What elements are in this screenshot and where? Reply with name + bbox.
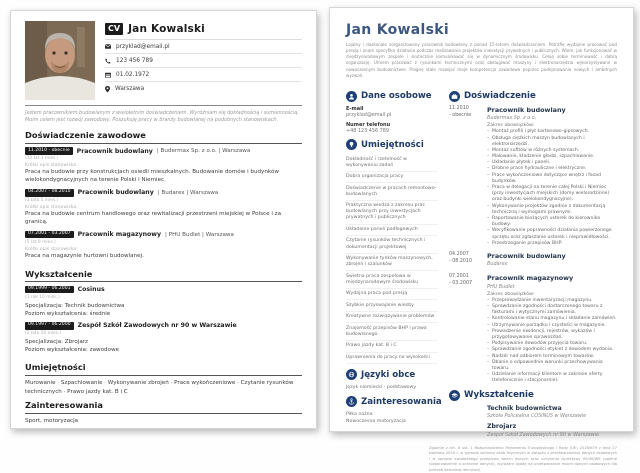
duty-item: – Weryfikowanie poprawności działania powierzonego sprzętu oraz zgłaszanie usterek i nieprawidłowości. (487, 228, 617, 240)
briefcase-icon (449, 91, 460, 102)
job-duration: (3 lata 5 mies.) (25, 198, 59, 204)
job-desc-label: Krótki opis stanowiska: (25, 163, 78, 169)
experience-entry (25, 147, 302, 185)
section-title: Wykształcenie (464, 390, 534, 401)
summary-text: Jestem pracownikiem budowlanym z wieloletnim doświadczeniem. Wyróżniam się dokładnością i sumiennością. Moim celem jest rozwój zawodowy. Poszukuję pracy w branży budowlanej na podobnych stanowiskach. (25, 110, 299, 124)
education-specialization: Specjalizacja: Zbrojarz (25, 339, 88, 346)
job-meta: | PHU Budlet | Warszawa (165, 231, 234, 238)
anchor-icon (346, 396, 357, 407)
duty-item: – Praca w delegacji na terenie całej Polski i Niemiec (przy inwestycjach miejskich (domy wielorodzinne) oraz budynki wielokondygnacyjne). (487, 185, 617, 204)
sidebar-column (346, 86, 442, 473)
date-from: 04.2007 (449, 251, 469, 257)
graduation-cap-icon (449, 390, 460, 401)
job-title: Pracownik budowlany (76, 147, 153, 155)
education-specialization: Specjalizacja: Technik budownictwa (25, 302, 125, 309)
section-header-experience (449, 91, 617, 102)
date-badge: 07.2001 - 03.2007 (25, 231, 74, 239)
duties-list (487, 129, 617, 247)
section-title-skills: Umiejętności (25, 358, 302, 376)
education-title: Zbrojarz (487, 423, 517, 431)
school-name: Cosinus (77, 285, 105, 293)
contact-birthdate-row (105, 68, 302, 82)
education-level: Poziom wykształcenia: średnie (25, 310, 111, 317)
user-icon (346, 91, 357, 102)
duty-item: – Udzielanie informacji klientom w zakresie oferty (telefonicznie i stacjonarnie). (487, 372, 617, 384)
skill-item: Dobra organizacja pracy (346, 172, 438, 183)
education-entry (487, 405, 617, 420)
language-item: Język niemiecki - podstawowy (346, 385, 417, 390)
skill-item: Wydajna praca pod presją (346, 289, 438, 300)
header-classic (25, 21, 302, 106)
interest-item: Piłka nożna (346, 412, 373, 418)
education-school: Zespół Szkół Zawodowych nr 90 w Warszawie (487, 431, 600, 438)
duty-item: – Podpisywanie dowodów przyjęcia towaru. (487, 341, 617, 347)
lightbulb-icon (346, 139, 357, 150)
location-pin-icon (105, 86, 110, 93)
duty-item: – Nadzór nad odbiorem terminowym towarów. (487, 354, 617, 360)
interests-text: Sport, motoryzacja (25, 418, 79, 425)
date-from: 11.2010 (449, 105, 469, 111)
skill-item: Świetna praca zespołowa w międzynarodowym środowisku (346, 271, 438, 289)
contact-phone-row (105, 54, 302, 68)
job-duration: (12 lat 3 mies.) (25, 156, 59, 162)
duty-item: – Wykonywanie projektów zgodnie z dokumentacją techniczną i wymogami prawnymi. (487, 204, 617, 216)
date-badge: 09.1999 - 06.2001 (25, 286, 74, 294)
duty-item: – Malowanie, kładzenie gładzi, szpachlowanie. (487, 154, 617, 160)
education-title: Technik budownictwa (487, 404, 562, 412)
job-company: Budarex (487, 261, 508, 268)
envelope-icon (105, 44, 111, 49)
email-value: przyklad@email.pl (116, 43, 170, 50)
duty-item: – Prace wykończeniowe dotyczące wnętrz i fasad budynków. (487, 173, 617, 185)
skill-item: Układanie paneli podłogowych (346, 225, 438, 236)
job-company: PHU Budlet (487, 283, 515, 290)
candidate-name: Jan Kowalski (346, 22, 449, 38)
job-desc-label: Krótki opis stanowiska: (25, 205, 78, 211)
experience-entry (449, 106, 617, 247)
job-dates (449, 106, 482, 247)
job-title: Pracownik magazynowy (77, 231, 162, 239)
duty-item: – Przestrzeganie przepisów BHP. (487, 241, 617, 247)
section-title: Zainteresowania (361, 396, 442, 407)
duty-item: – Drobne prace hydrauliczne i elektryczne. (487, 166, 617, 172)
date-to: - obecnie (449, 112, 472, 118)
section-header-interests (346, 396, 442, 407)
section-header-languages (346, 369, 438, 380)
section-title: Umiejętności (361, 139, 424, 150)
duty-item: – Układanie płytek i paneli. (487, 160, 617, 166)
field-label: Numer telefonu (346, 121, 391, 128)
job-description: Praca na magazynie hurtowni budowlanej. (25, 252, 144, 259)
skill-item: Wykonywanie tynków maszynowych, zbrojeń i szalunków (346, 254, 438, 272)
calendar-icon (105, 72, 111, 78)
education-entry (25, 286, 302, 318)
cv-template-modern-page[interactable] (329, 7, 634, 472)
date-badge: 04.2007 - 08.2010 (25, 189, 74, 197)
duty-item: – Obsługa ciężkich maszyn budowlanych i elektronarzędzi. (487, 136, 617, 148)
section-title-experience: Doświadczenie zawodowe (25, 126, 302, 144)
job-duration: (5 lat 9 mies.) (25, 239, 56, 245)
profile-photo (25, 21, 95, 100)
skill-item: Kreatywne rozwiązywanie problemów (346, 312, 438, 323)
cv-logo-badge: CV (105, 23, 123, 35)
duties-label: Zakres obowiązków: (487, 123, 535, 129)
duty-item: – Dbanie o odpowiednie warunki przechowywania towaru. (487, 360, 617, 372)
skill-item: Znajomość przepisów BHP i prawa budowlanego (346, 323, 438, 341)
job-meta: | Budarex | Warszawa (157, 189, 219, 196)
section-title: Dane osobowe (361, 91, 432, 102)
personal-field (346, 106, 438, 119)
section-title-education: Wykształcenie (25, 265, 302, 283)
section-title: Języki obce (361, 369, 416, 380)
duty-item: – Raportowanie bieżących usterek do kierownika budowy. (487, 216, 617, 228)
duties-label: Zakres obowiązków: (487, 291, 535, 297)
duty-item: – Kontrolowanie stanu magazynu i składanie zamówień. (487, 316, 617, 322)
field-value: przyklad@email.pl (346, 112, 392, 119)
phone-value: 123 456 789 (116, 57, 153, 64)
job-title: Pracownik magazynowy (487, 274, 574, 283)
job-title: Pracownik budowlany (77, 189, 154, 197)
date-badge: 11.2010 - obecnie (25, 147, 73, 155)
duty-item: – Sprawdzanie zgodności dostarczonego towaru z fakturami i wytycznymi zamówienia. (487, 304, 617, 316)
job-meta: | Budermax Sp. z o.o. | Warszawa (156, 148, 251, 155)
profile-photo-image (25, 21, 95, 100)
section-title: Doświadczenie (464, 91, 536, 102)
gdpr-clause: Zgodnie z art. 6 ust. 1 Rozporządzenia Parlamentu Europejskiego i Rady (UE) 2016/679 z dnia 27 kwietnia 2016 r. w sprawie ochrony osób fizycznych w związku z przetwarzaniem danych osobowych i w sprawie swobodnego przepływu takich danych oraz uchylenia dyrektywy 95/46/WE (ogólne rozporządzenie o ochronie danych), wyrażam zgodę na przetwarzanie moich danych osobowych dla potrzeb aktualnej rekrutacji. (429, 445, 617, 472)
duty-item: – Montaż sufitów w różnych systemach. (487, 148, 617, 154)
duty-item: – Utrzymywanie porządku i czystości w magazynie. (487, 323, 617, 329)
job-dates (449, 274, 482, 384)
date-from: 07.2001 (449, 274, 469, 280)
name-row (105, 21, 302, 40)
personal-field (346, 122, 438, 135)
contact-email-row (105, 40, 302, 54)
experience-entry (25, 231, 302, 261)
cv-template-classic-page[interactable] (10, 10, 317, 429)
date-to: - 08.2010 (449, 258, 473, 264)
skill-item: Czytanie rysunków technicznych i dokumentacji projektowej (346, 236, 438, 254)
duty-item: – Montaż profili i płyt kartonowo-gipsowych. (487, 129, 617, 135)
candidate-name: Jan Kowalski (128, 23, 205, 35)
duty-item: – Sprawdzanie zgodności etykiet z dowodem wydania. (487, 347, 617, 353)
location-value: Warszawa (115, 85, 145, 92)
section-title-interests: Zainteresowania (25, 396, 302, 414)
contact-location-row (105, 82, 302, 96)
main-column (429, 86, 617, 473)
experience-entry (25, 189, 302, 227)
skill-item: Szybkie przyswajanie wiedzy (346, 300, 438, 311)
phone-icon (105, 58, 111, 64)
education-entry (487, 423, 617, 438)
experience-entry (449, 252, 617, 270)
education-entry (25, 322, 302, 354)
globe-icon (346, 369, 357, 380)
education-level: Poziom wykształcenia: zawodowe (25, 347, 119, 354)
date-to: - 03.2007 (449, 281, 473, 287)
job-dates (449, 252, 482, 270)
duty-item: – Przeprowadzanie inwentaryzacji magazynu. (487, 298, 617, 304)
duties-list (487, 298, 617, 385)
experience-entry (449, 274, 617, 384)
job-title: Pracownik budowlany (487, 251, 566, 260)
job-title: Pracownik budowlany (487, 105, 566, 114)
field-value: +48 123 456 789 (346, 128, 389, 135)
skill-item: Uprawnienia do pracy na wysokości (346, 353, 438, 364)
job-description: Praca na budowie centrum handlowego oraz rewitalizacji przestrzeni miejskiej w Polsce i za granicą. (25, 211, 282, 225)
section-header-education (449, 390, 617, 401)
skills-text: Murowanie · Szpachlowanie · Wykonywanie zbrojeń · Prace wykończeniowe · Czytanie rysunków technicznych · Prawo jazdy kat. B i C (25, 380, 294, 395)
skill-item: Prawo jazdy kat. B i C (346, 341, 438, 352)
school-name: Zespół Szkół Zawodowych nr 90 w Warszawie (77, 322, 237, 330)
birthdate-value: 01.02.1972 (116, 71, 150, 78)
skill-item: Dokładność i rzetelność w wykonywaniu zadań (346, 154, 438, 172)
section-header-skills (346, 139, 438, 150)
duty-item: – Prowadzenie ewidencji, rejestrów, wykazów i przygotowywanie sprawozdań. (487, 329, 617, 341)
education-school: Szkoła Policealna COSINUS w Warszawie (487, 413, 587, 420)
section-header-personal (346, 91, 438, 102)
date-badge: 09.1997 - 06.2000 (25, 322, 74, 330)
education-duration: (1 rok 10 mies.) (25, 294, 60, 300)
skill-item: Doświadczenie w pracach remontowo-budowlanych (346, 183, 438, 201)
job-description: Praca na budowie przy konstrukcjach osiedli mieszkalnych. Budowanie domów i budynków wielokondygnacyjnych na terenie Polski i Niemiec. (25, 169, 279, 184)
education-duration: (2 lata 10 mies.) (25, 331, 62, 337)
job-desc-label: Krótki opis stanowiska: (25, 246, 78, 252)
interest-item: Nowoczesna motoryzacja (346, 419, 406, 425)
summary-text: Lojalny i doskonale zorganizowany pracownik budowlany z ponad 15-letnim doświadczeniem. Potrafię wydajnie pracować pod presją i znam specyfikę działania podczas realizowania projektów inwestycji prywatnych i publicznych. Wiem, jak funkcjonować w międzynarodowym zespole i skutecznie komunikować się w dynamicznym środowisku. Cenię sobie terminowość i dobrą organizację. Umiem pracować z rysunkami technicznymi oraz obsługiwać maszyny i elektronarzędzia wykorzystywane w nowoczesnym budownictwie. Pragnę stale rozwijać moje kompetencje zawodowe poprzez podejmowanie nowych i ambitnych wyzwań. (346, 42, 617, 78)
job-company: Budermax Sp. z o.o. (487, 115, 537, 122)
field-label: E-mail (346, 105, 364, 112)
skill-item: Praktyczna wiedza z zakresu prac budowlanych przy inwestycjach prywatnych i publicznych (346, 201, 438, 225)
